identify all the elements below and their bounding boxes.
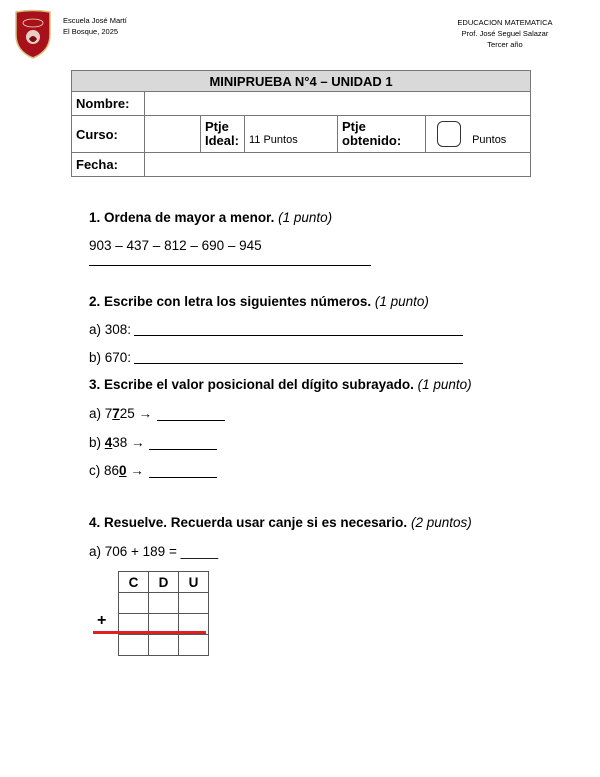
q2-points: (1 punto) xyxy=(374,294,429,309)
q3-item-a: a) 7725 → xyxy=(89,406,153,421)
fecha-field[interactable] xyxy=(145,153,531,177)
q3-answer-line-a[interactable] xyxy=(157,406,225,421)
q3-answer-line-b[interactable] xyxy=(149,435,217,450)
school-info xyxy=(63,15,127,37)
q4-item-a: a) 706 + 189 = _____ xyxy=(89,544,219,559)
grid-cell[interactable] xyxy=(149,593,179,614)
underlined-digit: 7 xyxy=(112,406,120,421)
q1-answer-line[interactable] xyxy=(89,265,371,266)
q2-item-b: b) 670: xyxy=(89,350,132,365)
student-info-table xyxy=(71,70,531,177)
nombre-label: Nombre: xyxy=(72,92,145,116)
q2-answer-line-b[interactable] xyxy=(134,349,463,364)
header-unidades: U xyxy=(179,572,209,593)
puntos-label: Puntos xyxy=(472,133,507,146)
grid-cell[interactable] xyxy=(119,593,149,614)
school-shield-logo xyxy=(14,9,52,59)
sum-line xyxy=(93,631,206,634)
header-decenas: D xyxy=(149,572,179,593)
subject-name: EDUCACION MATEMATICA xyxy=(457,18,553,27)
q1-numbers: 903 – 437 – 812 – 690 – 945 xyxy=(89,238,262,253)
ptje-ideal-label: Ptje Ideal: xyxy=(201,116,245,153)
school-location-year: El Bosque, 2025 xyxy=(63,27,119,36)
q3-points: (1 punto) xyxy=(417,377,472,392)
q2-title: 2. Escribe con letra los siguientes números. (1 punto) xyxy=(89,294,429,309)
nombre-field[interactable] xyxy=(145,92,531,116)
q2-item-a: a) 308: xyxy=(89,322,132,337)
q3-title: 3. Escribe el valor posicional del dígito subrayado. (1 punto) xyxy=(89,377,472,392)
curso-field[interactable] xyxy=(145,116,201,153)
q3-item-c: c) 860 → xyxy=(89,463,144,478)
ptje-obtenido-label: Ptje obtenido: xyxy=(338,116,426,153)
grid-cell[interactable] xyxy=(119,635,149,656)
ptje-ideal-value: 11 Puntos xyxy=(245,116,338,153)
fecha-label: Fecha: xyxy=(72,153,145,177)
underlined-digit: 0 xyxy=(119,463,127,478)
grade-level: Tercer año xyxy=(487,40,523,49)
curso-label: Curso: xyxy=(72,116,145,153)
q1-title: 1. Ordena de mayor a menor. (1 punto) xyxy=(89,210,333,225)
plus-sign: + xyxy=(97,612,107,629)
q2-answer-line-a[interactable] xyxy=(134,321,463,336)
q4-title: 4. Resuelve. Recuerda usar canje si es necesario. (2 puntos) xyxy=(89,515,472,530)
subject-info xyxy=(450,17,560,50)
q1-points: (1 punto) xyxy=(278,210,333,225)
q4-points: (2 puntos) xyxy=(410,515,472,530)
q3-item-b: b) 438 → xyxy=(89,435,145,450)
place-value-grid xyxy=(118,571,209,656)
underlined-digit: 4 xyxy=(104,435,113,450)
grid-cell[interactable] xyxy=(149,635,179,656)
grid-cell[interactable] xyxy=(179,635,209,656)
q3-answer-line-c[interactable] xyxy=(149,463,217,478)
ptje-obtenido-field[interactable] xyxy=(426,116,531,153)
teacher-name: Prof. José Seguel Salazar xyxy=(461,29,549,38)
quiz-title: MINIPRUEBA N°4 – UNIDAD 1 xyxy=(72,71,531,92)
grid-cell[interactable] xyxy=(179,593,209,614)
school-name: Escuela José Martí xyxy=(63,16,127,25)
header-centenas: C xyxy=(119,572,149,593)
score-box[interactable] xyxy=(437,121,461,147)
